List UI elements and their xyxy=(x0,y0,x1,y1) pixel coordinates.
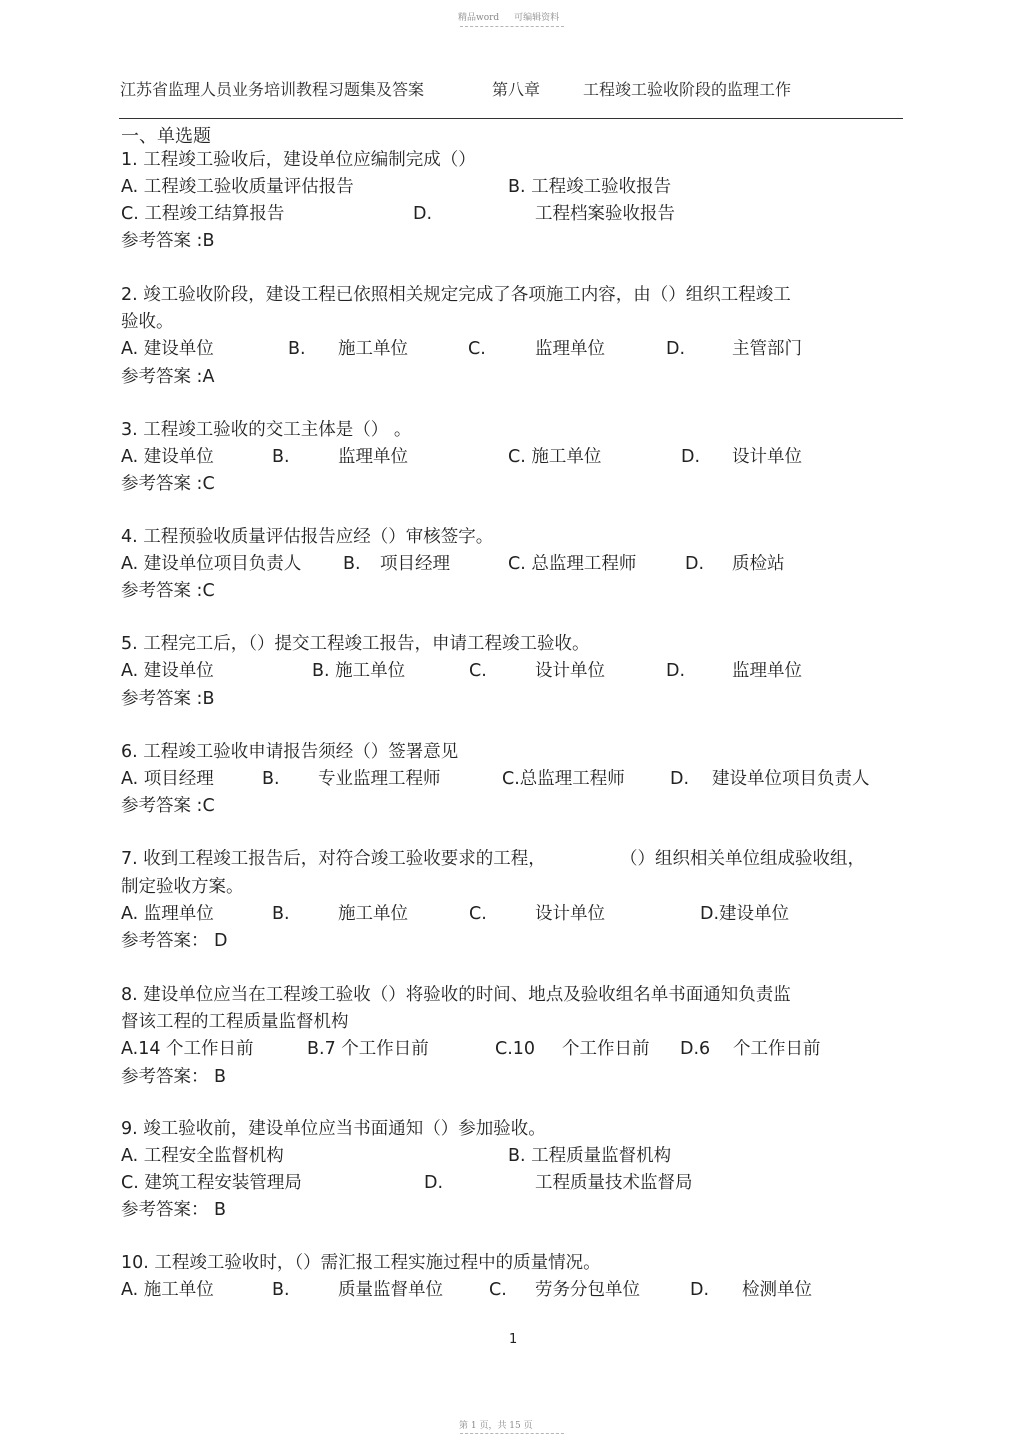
option: 个工作日前 xyxy=(733,1039,821,1059)
option: 监理单位 xyxy=(338,447,408,467)
question-text: 7. 收到工程竣工报告后，对符合竣工验收要求的工程， xyxy=(121,849,546,869)
watermark xyxy=(458,10,571,23)
option: D.6 xyxy=(680,1039,711,1059)
option: A. 监理单位 xyxy=(121,904,214,924)
option: C. xyxy=(469,904,487,924)
option: 工程档案验收报告 xyxy=(535,204,675,224)
option: 主管部门 xyxy=(732,339,802,359)
option: 监理单位 xyxy=(535,339,605,359)
option: 专业监理工程师 xyxy=(318,769,441,789)
option: 质量监督单位 xyxy=(338,1280,443,1300)
answer: 参考答案 :C xyxy=(121,581,215,601)
option: A. 建设单位 xyxy=(121,447,214,467)
option: B. 工程质量监督机构 xyxy=(508,1146,672,1166)
option: A. 工程竣工验收质量评估报告 xyxy=(121,177,354,197)
option: D. xyxy=(666,339,686,359)
option: D. xyxy=(685,554,705,574)
option: A. 建设单位项目负责人 xyxy=(121,554,302,574)
option: D. xyxy=(413,204,433,224)
answer: 参考答案 :C xyxy=(121,796,215,816)
question-text: 督该工程的工程质量监督机构 xyxy=(121,1012,349,1032)
question-text: 1. 工程竣工验收后，建设单位应编制完成（） xyxy=(121,150,476,170)
option: A. 建设单位 xyxy=(121,339,214,359)
question-text: 制定验收方案。 xyxy=(121,877,244,897)
option: B. xyxy=(262,769,280,789)
question-text: 4. 工程预验收质量评估报告应经（）审核签字。 xyxy=(121,527,494,547)
option: A. 施工单位 xyxy=(121,1280,214,1300)
option: D. xyxy=(666,661,686,681)
option: 设计单位 xyxy=(732,447,802,467)
question-text: 9. 竣工验收前，建设单位应当书面通知（）参加验收。 xyxy=(121,1119,546,1139)
section-title: 一、单选题 xyxy=(121,126,211,147)
option: 设计单位 xyxy=(535,661,605,681)
option: A.14 个工作日前 xyxy=(121,1039,254,1059)
option: 设计单位 xyxy=(535,904,605,924)
option: B. xyxy=(272,447,290,467)
option: C. xyxy=(489,1280,507,1300)
option: B. xyxy=(272,1280,290,1300)
watermark-left: 精品word xyxy=(458,13,500,23)
option: D. xyxy=(690,1280,710,1300)
answer: 参考答案： D xyxy=(121,931,228,951)
option: B. 施工单位 xyxy=(312,661,406,681)
question-text: 3. 工程竣工验收的交工主体是（） 。 xyxy=(121,420,412,440)
option: D. xyxy=(681,447,701,467)
footer-divider xyxy=(460,1433,564,1434)
watermark-right: 可编辑资料 xyxy=(514,13,560,23)
answer: 参考答案 :C xyxy=(121,474,215,494)
option: A. 工程安全监督机构 xyxy=(121,1146,284,1166)
answer: 参考答案 :B xyxy=(121,689,215,709)
option: 检测单位 xyxy=(742,1280,812,1300)
answer: 参考答案： B xyxy=(121,1067,227,1087)
answer: 参考答案： B xyxy=(121,1200,227,1220)
question-text: （）组织相关单位组成验收组， xyxy=(620,849,865,869)
option: 个工作日前 xyxy=(562,1039,650,1059)
option: A. 建设单位 xyxy=(121,661,214,681)
option: A. 项目经理 xyxy=(121,769,214,789)
header-rule xyxy=(119,118,903,119)
answer: 参考答案 :B xyxy=(121,231,215,251)
option: D. xyxy=(424,1173,444,1193)
option: B. xyxy=(272,904,290,924)
question-text: 10. 工程竣工验收时，（）需汇报工程实施过程中的质量情况。 xyxy=(121,1253,601,1273)
option: D. xyxy=(670,769,690,789)
option: C.总监理工程师 xyxy=(502,769,625,789)
question-text: 8. 建设单位应当在工程竣工验收（）将验收的时间、地点及验收组名单书面通知负责监 xyxy=(121,985,791,1005)
doc-title: 江苏省监理人员业务培训教程习题集及答案 xyxy=(120,80,425,99)
option: 项目经理 xyxy=(380,554,450,574)
option: B.7 个工作日前 xyxy=(307,1039,429,1059)
question-text: 6. 工程竣工验收申请报告须经（）签署意见 xyxy=(121,742,459,762)
option: B. 工程竣工验收报告 xyxy=(508,177,672,197)
question-text: 验收。 xyxy=(121,312,174,332)
option: C. 建筑工程安装管理局 xyxy=(121,1173,302,1193)
page-number: 1 xyxy=(509,1332,518,1347)
answer: 参考答案 :A xyxy=(121,367,215,387)
page-footer: 第 1 页，共 15 页 xyxy=(459,1421,533,1431)
option: B. xyxy=(343,554,361,574)
option: 工程质量技术监督局 xyxy=(535,1173,693,1193)
option: C. xyxy=(469,661,487,681)
option: C. 施工单位 xyxy=(508,447,602,467)
option: 施工单位 xyxy=(338,904,408,924)
option: 质检站 xyxy=(732,554,785,574)
chapter-label: 第八章 xyxy=(492,80,541,99)
question-text: 5. 工程完工后，（）提交工程竣工报告，申请工程竣工验收。 xyxy=(121,634,590,654)
option: B. xyxy=(288,339,306,359)
option: 建设单位项目负责人 xyxy=(712,769,870,789)
option: 监理单位 xyxy=(732,661,802,681)
option: 劳务分包单位 xyxy=(535,1280,640,1300)
option: C.10 xyxy=(495,1039,536,1059)
option: C. 工程竣工结算报告 xyxy=(121,204,285,224)
chapter-topic: 工程竣工验收阶段的监理工作 xyxy=(583,80,792,99)
option: D.建设单位 xyxy=(700,904,790,924)
option: C. 总监理工程师 xyxy=(508,554,637,574)
option: 施工单位 xyxy=(338,339,408,359)
option: C. xyxy=(468,339,486,359)
watermark-divider xyxy=(460,26,564,27)
question-text: 2. 竣工验收阶段，建设工程已依照相关规定完成了各项施工内容，由（）组织工程竣工 xyxy=(121,285,791,305)
